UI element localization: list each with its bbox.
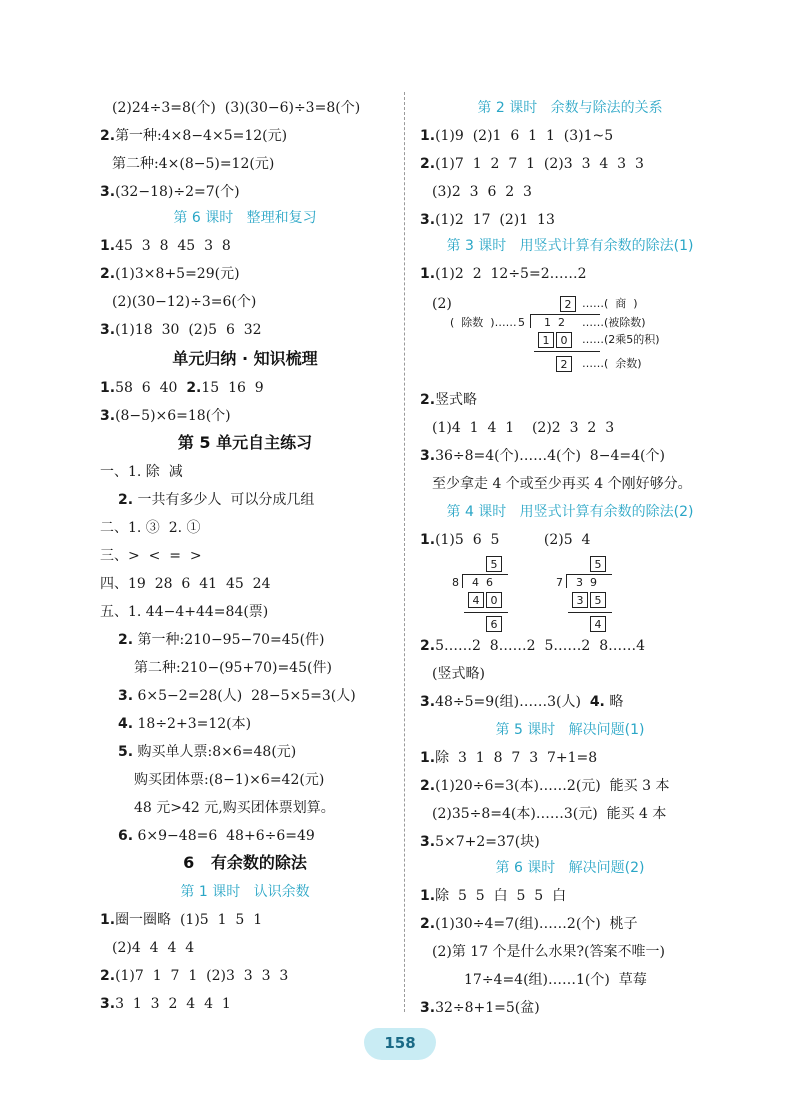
answer-line: 2.竖式略 — [420, 392, 478, 408]
answer-line: 第二种:4×(8−5)=12(元) — [112, 156, 275, 172]
product-box: 5 — [590, 592, 606, 608]
answer-line: 2.(1)20÷6=3(本)……2(元) 能买 3 本 — [420, 778, 670, 794]
dividend: 4 6 — [472, 576, 493, 589]
answer-line: (2)35÷8=4(本)……3(元) 能买 4 本 — [432, 806, 667, 822]
answer-line: 2.第一种:4×8−4×5=12(元) — [100, 128, 288, 144]
answer-line: (2)(30−12)÷3=6(个) — [112, 294, 257, 310]
subtraction-bar — [568, 612, 612, 613]
lesson-heading: 第 6 课时 整理和复习 — [173, 210, 317, 226]
answer-line: 1.圈一圈略 (1)5 1 5 1 — [100, 912, 263, 928]
long-division — [554, 556, 634, 636]
remainder-box: 4 — [590, 616, 606, 632]
answer-line: 二、1. ③ 2. ① — [100, 520, 201, 536]
answer-line: 3.36÷8=4(个)……4(个) 8−4=4(个) — [420, 448, 665, 464]
answer-line: (2) — [432, 296, 452, 312]
product-box: 4 — [468, 592, 484, 608]
page-number: 158 — [384, 1034, 416, 1052]
answer-line: 2.(1)3×8+5=29(元) — [100, 266, 240, 282]
answer-line: 一、1. 除 减 — [100, 464, 183, 480]
answer-line: 17÷4=4(组)……1(个) 草莓 — [464, 972, 647, 988]
answer-line: (2)第 17 个是什么水果?(答案不唯一) — [432, 944, 665, 960]
product-box: 3 — [572, 592, 588, 608]
long-division-annotated — [450, 296, 710, 374]
dividend: 3 9 — [576, 576, 597, 589]
division-bar — [566, 574, 612, 575]
division-bar — [462, 574, 508, 575]
answer-line: (2)4 4 4 4 — [112, 940, 195, 956]
answer-line: 1.除 3 1 8 7 3 7+1=8 — [420, 750, 598, 766]
remainder-box: 2 — [556, 356, 572, 372]
divisor: 8 — [452, 576, 459, 589]
division-bar — [530, 314, 600, 315]
remainder-label: ……( 余数) — [582, 357, 642, 370]
answer-line: (竖式略) — [432, 666, 485, 682]
lesson-heading: 第 5 课时 解决问题(1) — [495, 722, 645, 738]
product-label: ……(2乘5的积) — [582, 333, 660, 346]
answer-line: 3. 6×5−2=28(人) 28−5×5=3(人) — [118, 688, 356, 704]
answer-line: 3.(32−18)÷2=7(个) — [100, 184, 240, 200]
lesson-heading: 第 2 课时 余数与除法的关系 — [477, 100, 663, 116]
answer-line: (1)4 1 4 1 (2)2 3 2 3 — [432, 420, 615, 436]
answer-line: 2.(1)30÷4=7(组)……2(个) 桃子 — [420, 916, 638, 932]
quotient-box: 2 — [560, 296, 576, 312]
answer-line: 3.32÷8+1=5(盆) — [420, 1000, 540, 1016]
quotient-box: 5 — [486, 556, 502, 572]
subtraction-bar — [464, 612, 508, 613]
answer-line: 1.58 6 40 2.15 16 9 — [100, 380, 264, 396]
division-bracket — [566, 574, 567, 588]
answer-line: 2.5……2 8……2 5……2 8……4 — [420, 638, 646, 654]
answer-line: 3.(1)18 30 (2)5 6 32 — [100, 322, 262, 338]
answer-line: 3.5×7+2=37(块) — [420, 834, 540, 850]
lesson-heading: 第 1 课时 认识余数 — [180, 884, 310, 900]
remainder-box: 6 — [486, 616, 502, 632]
answer-line: (2)24÷3=8(个) (3)(30−6)÷3=8(个) — [112, 100, 361, 116]
answer-line: 四、19 28 6 41 45 24 — [100, 576, 271, 592]
answer-line: 3.(8−5)×6=18(个) — [100, 408, 231, 424]
section-heading: 第 5 单元自主练习 — [177, 433, 313, 452]
answer-line: 48 元>42 元,购买团体票划算。 — [134, 800, 335, 816]
divisor: 5 — [518, 316, 525, 329]
division-bracket — [530, 314, 531, 328]
answer-line: 三、> < = > — [100, 548, 202, 564]
long-division — [450, 556, 530, 636]
answer-line: 3.(1)2 17 (2)1 13 — [420, 212, 555, 228]
divisor-label: ( 除数 )…… — [450, 316, 517, 329]
answer-line: 1.45 3 8 45 3 8 — [100, 238, 231, 254]
answer-line: 2.(1)7 1 7 1 (2)3 3 3 3 — [100, 968, 289, 984]
answer-line: 6. 6×9−48=6 48+6÷6=49 — [118, 828, 315, 844]
lesson-heading: 第 6 课时 解决问题(2) — [495, 860, 645, 876]
lesson-heading: 第 3 课时 用竖式计算有余数的除法(1) — [446, 238, 694, 254]
answer-line: 第二种:210−(95+70)=45(件) — [134, 660, 332, 676]
quotient-box: 5 — [590, 556, 606, 572]
chapter-heading: 6 有余数的除法 — [183, 853, 307, 872]
answer-line: 3.48÷5=9(组)……3(人) 4. 略 — [420, 694, 624, 710]
product-box: 1 — [538, 332, 554, 348]
answer-line: 1.(1)2 2 12÷5=2……2 — [420, 266, 587, 282]
answer-line: 至少拿走 4 个或至少再买 4 个刚好够分。 — [432, 476, 692, 492]
answer-line: 购买团体票:(8−1)×6=42(元) — [134, 772, 325, 788]
answer-line: 五、1. 44−4+44=84(票) — [100, 604, 269, 620]
answer-line: 1.(1)5 6 5 (2)5 4 — [420, 532, 591, 548]
divisor: 7 — [556, 576, 563, 589]
lesson-heading: 第 4 课时 用竖式计算有余数的除法(2) — [446, 504, 694, 520]
page-number-badge — [364, 1028, 436, 1060]
answer-line: 2. 一共有多少人 可以分成几组 — [118, 492, 315, 508]
dividend: 1 2 — [544, 316, 565, 329]
answer-line: 3.3 1 3 2 4 4 1 — [100, 996, 231, 1012]
division-bracket — [462, 574, 463, 588]
answer-line: 5. 购买单人票:8×6=48(元) — [118, 744, 297, 760]
product-box: 0 — [486, 592, 502, 608]
subtraction-bar — [534, 351, 600, 352]
dividend-label: ……(被除数) — [582, 316, 646, 329]
answer-line: 1.除 5 5 白 5 5 白 — [420, 888, 567, 904]
answer-line: (3)2 3 6 2 3 — [432, 184, 532, 200]
answer-line: 4. 18÷2+3=12(本) — [118, 716, 252, 732]
column-divider — [404, 92, 405, 1012]
section-heading: 单元归纳 · 知识梳理 — [172, 349, 318, 368]
quotient-label: ……( 商 ) — [582, 297, 638, 310]
answer-line: 2. 第一种:210−95−70=45(件) — [118, 632, 325, 648]
product-box: 0 — [556, 332, 572, 348]
answer-line: 2.(1)7 1 2 7 1 (2)3 3 4 3 3 — [420, 156, 644, 172]
answer-line: 1.(1)9 (2)1 6 1 1 (3)1~5 — [420, 128, 614, 144]
